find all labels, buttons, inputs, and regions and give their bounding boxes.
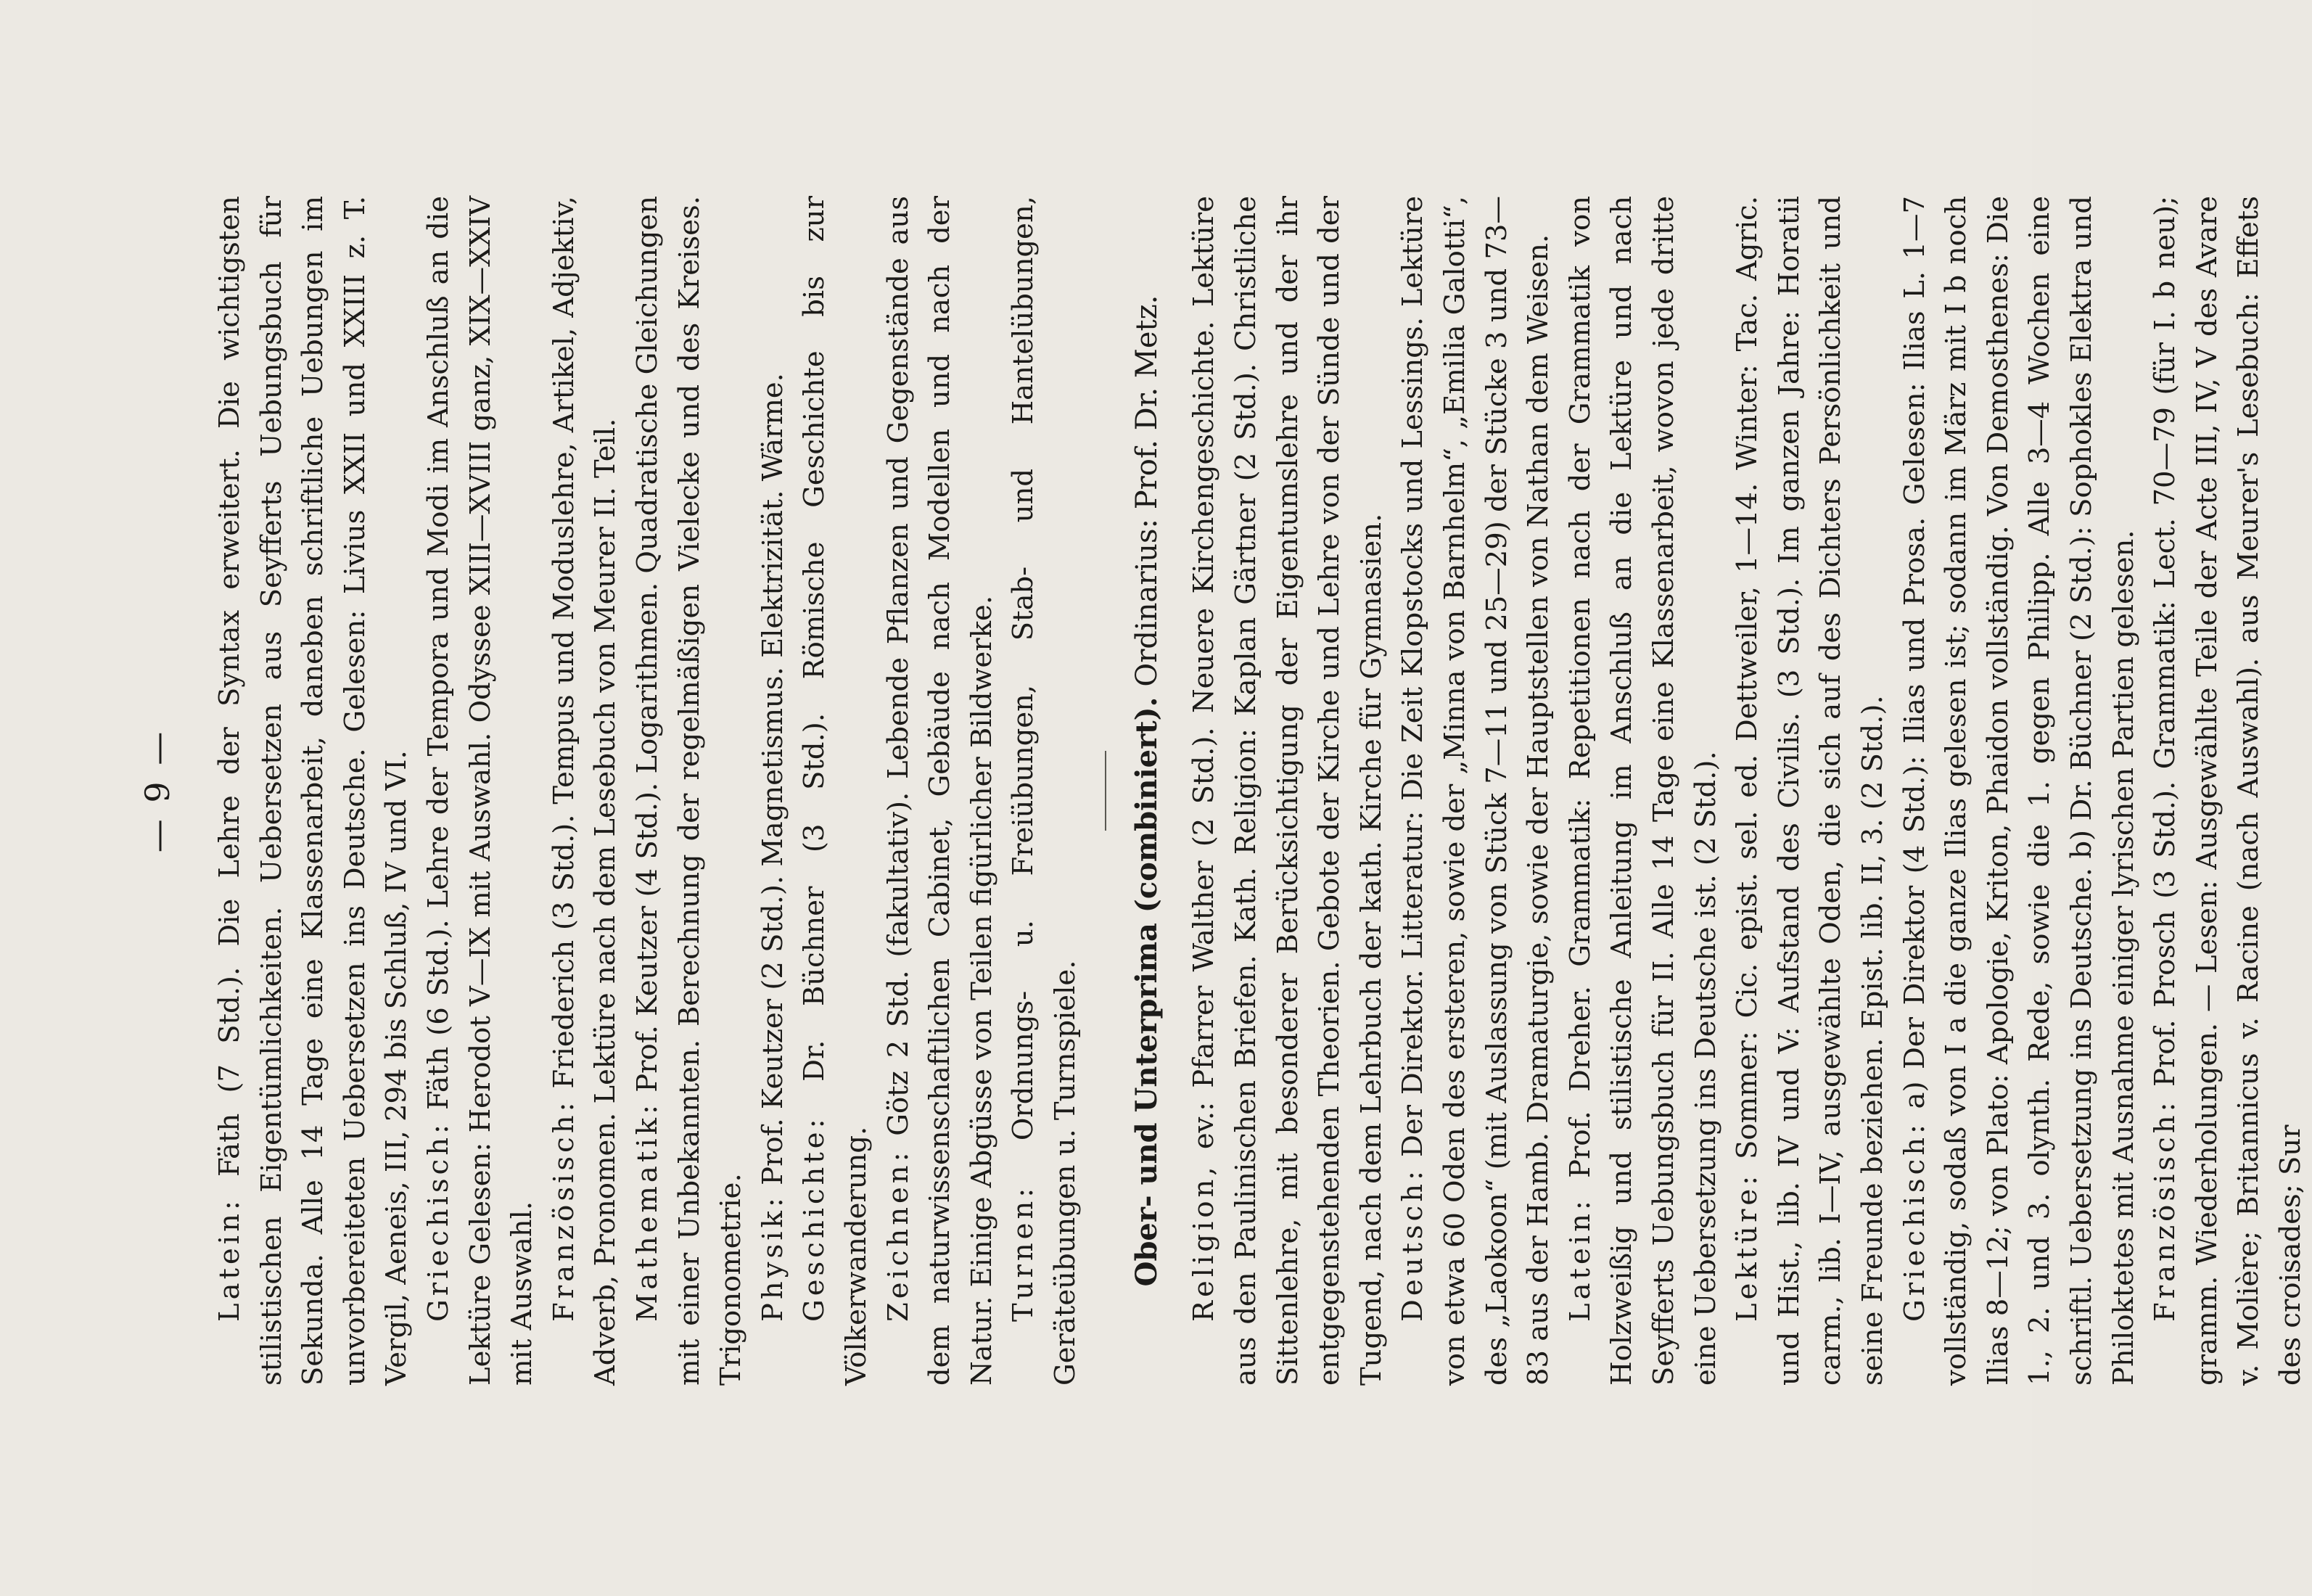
paragraph-text: Prof. Prosch (3 Std.). Grammatik: Lect. 70—79 (für I. b neu); gramm. Wiederholungen. — Lesen: Ausgewählte Teile der Acte III, IV, V des Avare v. Molière; Britannicus v. Racine (nach Auswahl). aus Meurer's Lesebuch: Effets des croisades; Sur	[2149, 196, 2307, 1386]
ordinarius-line: Ordinarius: Prof. Dr. Metz.	[1130, 295, 1164, 687]
paragraph-geschichte	[794, 196, 877, 1386]
paragraph-text: Sommer: Cic. epist. sel. ed. Dettweiler, 1—14. Winter: Tac. Agric. und Hist., lib. IV und V: Aufstand des Civilis. (3 Std.). Im ganzen Jahre: Horatii carm., lib. I—IV, ausgewählte Oden, die sich auf des Dichters Persönlichkeit und seine Freunde beziehen. Epist. lib. II, 3. (2 Std.).	[1731, 196, 1889, 1386]
paragraph-text: Prof. Keutzer (2 Std.). Magnetismus. Elektrizität. Wärme.	[756, 373, 789, 1185]
paragraph-deutsch	[1392, 196, 1559, 1386]
rotated-document-page	[73, 138, 2307, 1444]
paragraph-mathematik	[627, 196, 752, 1386]
paragraph-franzoesisch	[543, 196, 627, 1386]
paragraph-text: Prof. Dreher. Grammatik: Repetitionen nach der Grammatik von Holzweißig und stilistische Anleitung im Anschluß an die Lektüre und nach Seyfferts Uebungsbuch für II. Alle 14 Tage eine Klassenarbeit, wovon jede dritte eine Uebersetzung ins Deutsche ist. (2 Std.).	[1563, 196, 1722, 1386]
section-secunda	[209, 196, 1086, 1386]
paragraph-text: Götz 2 Std. (fakultativ). Lebende Pflanzen und Gegenstände aus dem naturwissenschaftlichen Cabinet, Gebäude nach Modellen und nach der Natur. Einige Abgüsse von Teilen figürlicher Bildwerke.	[881, 196, 998, 1386]
paragraph-turnen	[1003, 196, 1086, 1386]
paragraph-lektuere	[1727, 196, 1893, 1386]
class-title: Ober- und Unterprima (combiniert).	[1130, 696, 1164, 1287]
page-number: — 9 —	[138, 728, 177, 853]
subject-label: Deutsch:	[1396, 1167, 1430, 1322]
paragraph-griechisch	[418, 196, 543, 1386]
paragraph-text: Ordnungs- u. Freiübungen, Stab- und Hantelübungen, Geräteübungen u. Turnspiele.	[1007, 196, 1082, 1386]
paragraph-text: a) Der Direktor (4 Std.): Ilias und Prosa. Gelesen: Ilias L. 1—7 vollständig, sodaß von I a die ganze Ilias gelesen ist; sodann im März mit I b noch Ilias 8—12; von Plato: Apologie, Kriton, Phaidon vollständig. Von Demosthenes: Die 1., 2. und 3. olynth. Rede, sowie die 1. gegen Philipp. Alle 3—4 Wochen eine schriftl. Uebersetzung ins Deutsche. b) Dr. Büchner (2 Std.): Sophokles Elektra und Philoktetes mit Ausnahme einiger lyrischen Partien gelesen.	[1898, 196, 2140, 1386]
paragraph-physik	[752, 196, 794, 1386]
paragraph-latein	[209, 196, 418, 1386]
paragraph-text: Fäth (7 Std.). Die Lehre der Syntax erweitert. Die wichtigsten stilistischen Eigentümlichkeiten. Uebersetzen aus Seyfferts Uebungsbuch für Sekunda. Alle 14 Tage eine Klassenarbeit, daneben schriftliche Uebungen im unvorbereiteten Uebersetzen ins Deutsche. Gelesen: Livius XXII und XXIII z. T. Vergil, Aeneis, III, 294 bis Schluß, IV und VI.	[213, 196, 414, 1386]
subject-label: Griechisch:	[1898, 1120, 1931, 1322]
subject-label: Zeichnen:	[881, 1148, 915, 1322]
section-divider	[1105, 751, 1106, 831]
subject-label: Religion,	[1188, 1163, 1221, 1322]
subject-label: Physik:	[756, 1194, 789, 1322]
paragraph-text: ev.: Pfarrer Walther (2 Std.). Neuere Kirchengeschichte. Lektüre aus den Paulinischen Briefen. Kath. Religion: Kaplan Gärtner (2 Std.). Christliche Sittenlehre, mit besonderer Berücksichtigung der Eigentumslehre und der ihr entgegenstehenden Theorien. Gebote der Kirche und Lehre von der Sünde und der Tugend, nach dem Lehrbuch der kath. Kirche für Gymnasien.	[1188, 196, 1388, 1386]
subject-label: Französisch:	[2149, 1098, 2182, 1322]
subject-label: Mathematik:	[630, 1101, 664, 1322]
subject-label: Turnen:	[1007, 1184, 1040, 1322]
paragraph-text: Prof. Keutzer (4 Std.). Logarithmen. Quadratische Gleichungen mit einer Unbekannten. Berechnung der regelmäßigen Vielecke und des Kreises. Trigonometrie.	[630, 195, 748, 1386]
subject-label: Griechisch:	[421, 1120, 455, 1322]
paragraph-griechisch-prima	[1894, 196, 2145, 1386]
paragraph-text: Friederich (3 Std.). Tempus und Moduslehre, Artikel, Adjektiv, Adverb, Pronomen. Lektüre nach dem Lesebuch von Meurer II. Teil.	[547, 196, 622, 1386]
subject-label: Latein:	[213, 1197, 246, 1322]
subject-label: Lektüre:	[1731, 1172, 1764, 1322]
paragraph-religion	[1183, 196, 1392, 1386]
subject-label: Latein:	[1563, 1197, 1597, 1322]
subject-label: Französisch:	[547, 1098, 580, 1322]
paragraph-text: Der Direktor. Litteratur: Die Zeit Klopstocks und Lessings. Lektüre von etwa 60 Oden des ersteren, sowie der „Minna von Barnhelm“, „Emilia Galotti“, des „Laokoon“ (mit Auslassung von Stück 7—11 und 25—29) der Stücke 3 und 73—83 aus der Hamb. Dramaturgie, sowie der Hauptstellen von Nathan dem Weisen.	[1396, 196, 1555, 1386]
paragraph-franzoesisch-prima	[2144, 196, 2311, 1386]
section-prima	[1183, 196, 2311, 1386]
subject-label: Geschichte:	[798, 1115, 831, 1322]
paragraph-zeichnen	[878, 196, 1003, 1386]
paragraph-latein-prima	[1560, 196, 1727, 1386]
paragraph-text: Dr. Büchner (3 Std.). Römische Geschichte bis zur Völkerwanderung.	[798, 196, 873, 1386]
section-heading	[1125, 196, 1169, 1386]
paragraph-text: Fäth (6 Std.). Lehre der Tempora und Modi im Anschluß an die Lektüre Gelesen: Herodot V—IX mit Auswahl. Odyssee XIII—XVIII ganz, XIX—XXIV mit Auswahl.	[421, 196, 539, 1386]
